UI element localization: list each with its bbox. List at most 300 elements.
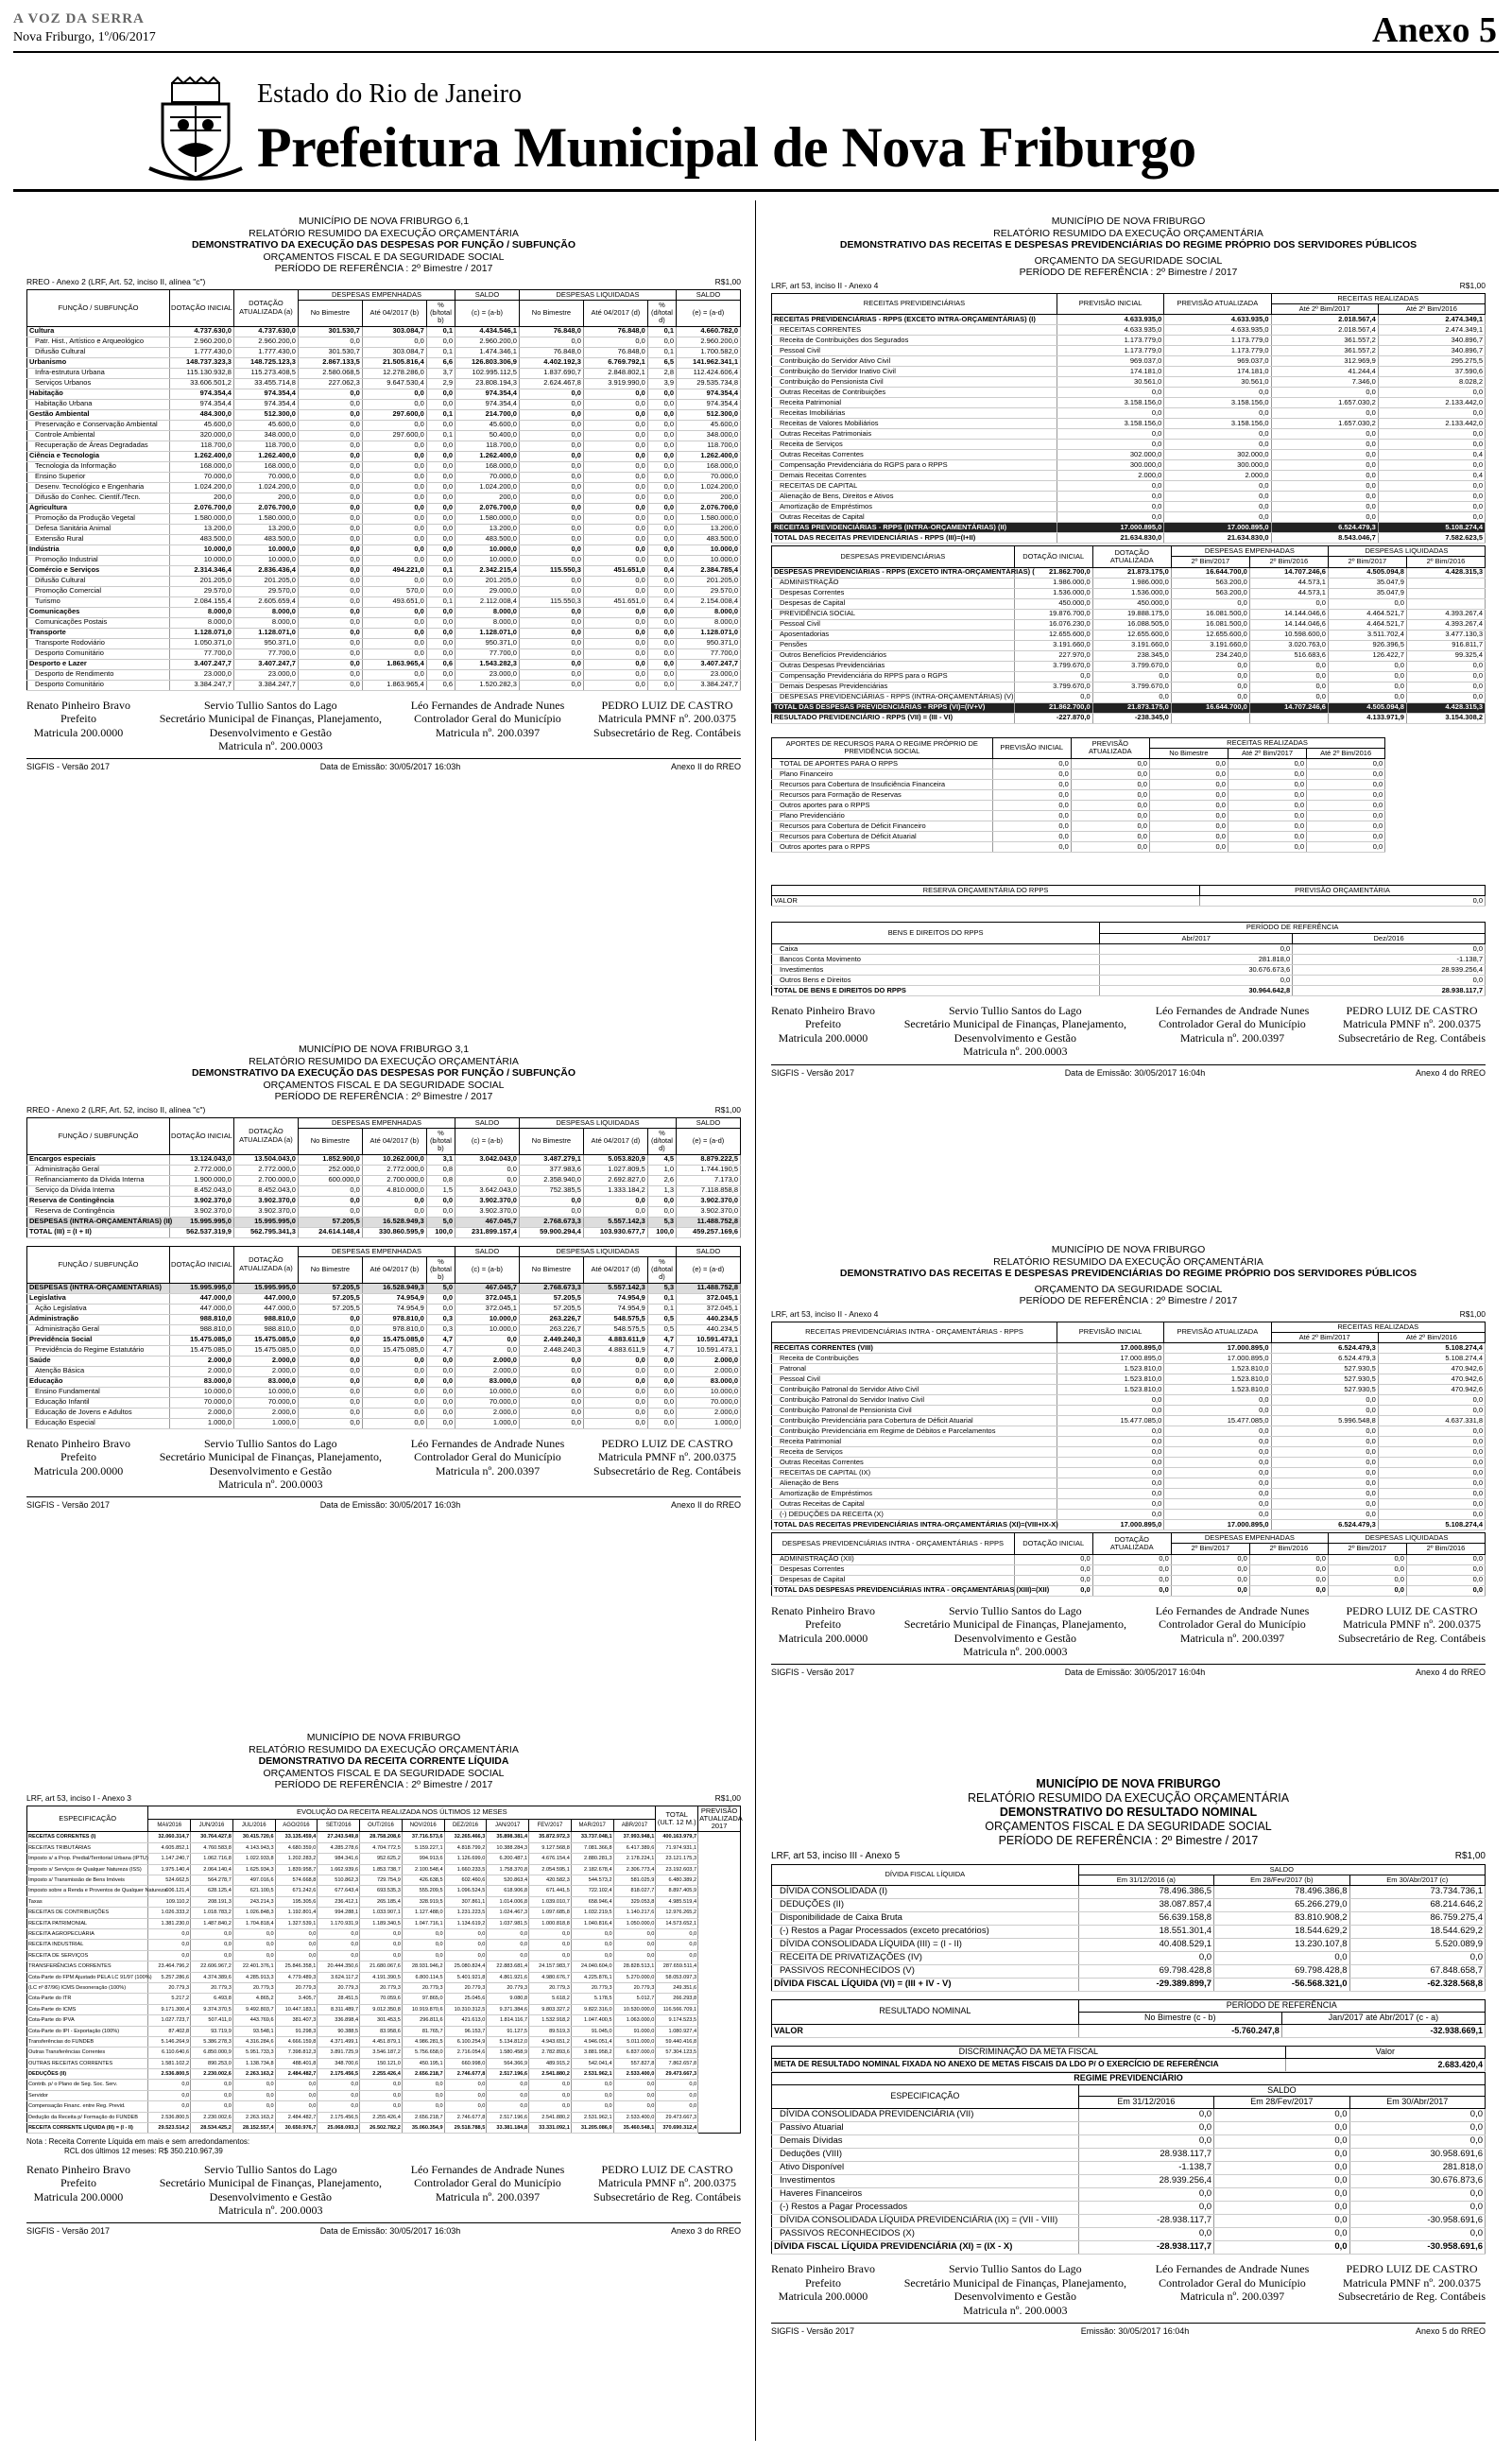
cell-value: 1.024.200,0 [677,482,741,493]
cell-value: 0,0 [647,607,676,617]
cell-value: 33.737.048,1 [571,1832,613,1842]
cell-value: 0,0 [583,576,647,586]
cell-value: 0,1 [647,1293,676,1304]
anexo-ref: Anexo 4 do RREO [1415,1668,1486,1678]
cell-value: 0,0 [426,617,455,628]
cell-value: 1.096.524,5 [444,1886,487,1896]
cell-value: 29.570,0 [170,586,234,596]
cell-value: 0,0 [1328,1564,1406,1575]
cell-value: 0,3 [426,1314,455,1324]
cell-value: 4.316.284,6 [232,2036,275,2047]
cell-value: 0,0 [1057,481,1164,492]
cell-value: 4.704.772,5 [360,1842,403,1853]
cell-value: 0,0 [362,1206,426,1217]
cell-value: 40.408.529,1 [1078,1939,1213,1952]
cell-value: 6.524.479,3 [1271,523,1378,533]
cell-value: 10.000,0 [677,544,741,555]
row-label: Previdência do Regime Estatutário [27,1345,170,1356]
cell-value: 0,0 [426,648,455,659]
row-label: Pessoal Civil [772,346,1057,356]
orcamentos: ORÇAMENTOS FISCAL E DA SEGURIDADE SOCIAL [263,1079,505,1091]
cell-value: 0,0 [583,513,647,524]
cell-value: 1.173.779,0 [1057,336,1164,346]
cell-value: 0,0 [444,2090,487,2100]
cell-value: 0,1 [426,565,455,576]
month-header: OUT/2016 [360,1819,403,1832]
cell-value: 0,0 [571,2080,613,2090]
cell-value: 0,0 [1057,512,1164,523]
cell-value: 0,0 [613,1929,656,1940]
cell-value: 5,3 [647,1217,676,1227]
col-previsao: PREVISÃO ORÇAMENTÁRIA [1200,886,1486,896]
cell-value: 9.127.568,8 [529,1842,572,1853]
row-label: Contribuição do Pensionista Civil [772,377,1057,388]
cell-value: 91.127,5 [487,2026,529,2036]
cell-value: 16.081.500,0 [1171,609,1249,619]
cell-value: 25.080.824,4 [444,1961,487,1972]
signature-role2: Desenvolvimento e Gestão [954,2290,1076,2304]
col-ea: (e) = (a-d) [677,1256,741,1283]
cell-value: 70.000,0 [455,472,520,482]
cell-value: 0,0 [519,1376,583,1387]
cell-value: -29.389.899,7 [1078,1979,1213,1992]
signature-block [26,699,130,753]
cell-value: 4.393.267,4 [1406,609,1485,619]
cell-value: 0,0 [571,1940,613,1950]
cell-value: 0,0 [298,669,362,680]
cell-value: -62.328.568,8 [1349,1979,1485,1992]
signature-name: Renato Pinheiro Bravo [26,1436,130,1450]
cell-value: 0,0 [298,472,362,482]
col-ca: (c) = (a-b) [455,1128,520,1154]
cell-value: 2.076.700,0 [677,503,741,513]
row-label: Cota-Parte do FPM Ajustado PELA LC 91/97 (100%) [27,1972,148,1982]
cell-value: 30.958.691,6 [1349,2149,1485,2162]
cell-value: 4.666.159,8 [275,2036,318,2047]
cell-value: 1.657.030,2 [1271,398,1378,408]
signature-block [411,699,565,753]
row-label: Despesas de Capital [772,598,1015,609]
cell-value: 0,0 [318,2090,360,2100]
table-row [27,2123,741,2134]
col-b: Em 28/Fev/2017 (b) [1214,1875,1349,1885]
row-label: Outras Transferências Correntes [27,2048,148,2058]
col-realizadas: RECEITAS REALIZADAS [1271,293,1486,303]
cell-value: 0,0 [1228,801,1306,811]
signature-role2: Desenvolvimento e Gestão [209,2189,332,2203]
cell-value: 9.080,8 [487,1994,529,2004]
cell-value: 21.505.816,4 [362,357,426,368]
row-label: RECEITAS DE CAPITAL (IX) [772,1468,1057,1478]
cell-value: 3.384.247,7 [677,680,741,690]
row-label: TOTAL DAS RECEITAS PREVIDENCIÁRIAS - RPPS (III)=(I+II) [772,533,1057,544]
cell-value: 950.371,0 [677,638,741,648]
table-row [27,1832,741,1842]
cell-value: 0,0 [1164,1499,1271,1510]
cell-value: 99.325,4 [1406,650,1485,661]
section-header [771,216,1486,279]
table-row [27,337,741,347]
cell-value: 0,0 [232,1940,275,1950]
cell-value: 57.205,5 [298,1304,362,1314]
cell-value: 6.800.114,5 [402,1972,444,1982]
cell-value: 249.351,6 [656,1982,698,1993]
cell-value: 0,0 [1378,502,1485,512]
cell-value: 1.581.102,2 [148,2058,191,2068]
cell-value: 0,0 [1406,661,1485,671]
cell-value: 12.655.600,0 [1092,630,1171,640]
cell-value: 0,0 [362,337,426,347]
cell-value: 0,0 [583,1206,647,1217]
cell-value: 77.700,0 [233,648,298,659]
orcamento-seguridade: ORÇAMENTO DA SEGURIDADE SOCIAL [1034,1283,1223,1295]
cell-value: 8.000,0 [170,607,234,617]
annex-label: Anexo 5 [1372,10,1497,50]
cell-value: 4.451.879,1 [360,2036,403,2047]
table-row [27,1929,741,1940]
meta-valor: 2.683.420,4 [1285,2058,1485,2071]
cell-value: 0,0 [647,472,676,482]
cell-value: 0,0 [1164,440,1271,450]
cell-value: 0,0 [583,1196,647,1206]
row-label: Transporte Rodoviário [27,638,170,648]
signature-mat: Subsecretário de Reg. Contábeis [1338,1030,1486,1045]
cell-value: 1.128.071,0 [677,628,741,638]
row-label: Passivo Atuarial [772,2122,1079,2135]
row-label: Gestão Ambiental [27,409,170,420]
signature-name: Léo Fernandes de Andrade Nunes [410,1436,565,1450]
cell-value: 1.014.006,8 [487,1896,529,1907]
resultado-nominal-table [771,1999,1486,2038]
cell-value: 0,0 [362,576,426,586]
cell-value: 0,0 [519,493,583,503]
signature-role: Prefeito [804,1617,841,1632]
relatorio: RELATÓRIO RESUMIDO DA EXECUÇÃO ORÇAMENTÁRIA [249,1743,519,1755]
cell-value: 4.374.389,6 [191,1972,233,1982]
cell-value: 10.000,0 [455,555,520,565]
cell-value: 0,0 [362,493,426,503]
cell-value: 200,0 [170,493,234,503]
cell-value: 483.500,0 [170,534,234,544]
col-ate: Até 04/2017 (b) [362,1256,426,1283]
cell-value: 890.253,0 [191,2058,233,2068]
cell-value: 83.000,0 [233,1376,298,1387]
cell-value: 21.634.830,0 [1164,533,1271,544]
cell-value: 0,0 [426,544,455,555]
cell-value: 0,0 [529,2090,572,2100]
row-label: Outras Receitas de Capital [772,1499,1057,1510]
cell-value: 35.047,9 [1328,578,1406,588]
cell-value: 507.411,0 [191,2015,233,2026]
cell-value: 4.464.521,7 [1328,619,1406,630]
col-dot-atu: DOTAÇÃO ATUALIZADA (a) [233,1117,298,1154]
table-row [772,1952,1486,1965]
col-especificacao: ESPECIFICAÇÃO [772,2084,1079,2109]
signature-name: PEDRO LUIZ DE CASTRO [601,2162,733,2176]
cell-value: 1.097.685,8 [529,1908,572,1918]
cell-value: 0,0 [298,1356,362,1366]
section-receita-corrente-liquida [26,1732,741,2443]
cell-value: 0,0 [298,680,362,690]
row-label: Compensação Previdenciária do RGPS para o RPPS [772,460,1057,471]
cell-value: 0,0 [1406,1554,1485,1564]
row-label: Administração Geral [27,1165,170,1175]
despesas-intra-table [26,1246,741,1429]
signature-block [771,2262,875,2317]
cell-value: 916.811,7 [1406,640,1485,650]
cell-value: 0,0 [1014,1575,1092,1585]
cell-value: 17.000.895,0 [1164,1520,1271,1530]
cell-value: 0,0 [1014,1554,1092,1564]
cell-value: 671.441,5 [529,1886,572,1896]
cell-value: 0,0 [1100,943,1293,954]
col-despesas: DESPESAS PREVIDENCIÁRIAS INTRA - ORÇAMENTÁRIAS - RPPS [772,1533,1015,1555]
cell-value: 2.230.002,6 [191,2069,233,2080]
table-row [27,1908,741,1918]
cell-value: 4.133.971,9 [1328,713,1406,723]
cell-value: 0,0 [1307,801,1385,811]
cell-value: 2.358.940,0 [519,1175,583,1185]
signature-block [1338,2262,1486,2317]
row-label: Investimentos [772,964,1100,975]
cell-value: 3.902.370,0 [677,1206,741,1217]
cell-value: 0,0 [1071,842,1149,853]
cell-value: 3.799.670,0 [1014,661,1092,671]
cell-value: 0,0 [1164,1426,1271,1437]
signature-mat: Matricula 200.0000 [33,1463,124,1478]
col-previsao: PREVISÃO ATUALIZADA 2017 [699,1806,743,1831]
cell-value: 974.354,4 [455,399,520,409]
cell-value: 5.159.227,1 [402,1842,444,1853]
row-label: Saúde [27,1356,170,1366]
cell-value: 2.000,0 [677,1408,741,1418]
cell-value: 0,0 [148,2080,191,2090]
cell-value: 0,0 [426,576,455,586]
cell-value: 2.536.800,5 [148,2069,191,2080]
row-label: Outros aportes para o RPPS [772,842,993,853]
cell-value: 2.768.673,3 [519,1217,583,1227]
col-dot-atu: DOTAÇÃO ATUALIZADA (a) [233,1246,298,1283]
cell-value: 2.692.827,0 [583,1175,647,1185]
cell-value: 0,0 [1307,842,1385,853]
cell-value: 2.133.442,0 [1378,398,1485,408]
cell-value: 0,0 [298,493,362,503]
emissao: Data de Emissão: 30/05/2017 16:03h [319,2226,461,2237]
cell-value: 2.084.155,4 [170,596,234,607]
cell-value: 978.810,0 [362,1314,426,1324]
signature-block [26,2163,130,2218]
cell-value: 29.570,0 [233,586,298,596]
cell-value: 0,0 [1214,2175,1349,2188]
table-row [772,1554,1486,1564]
reserva-table [771,885,1486,907]
cell-value: 5.557.142,3 [583,1217,647,1227]
cell-value: 483.500,0 [233,534,298,544]
row-label: DESPESAS PREVIDENCIÁRIAS - RPPS (EXCETO INTRA-ORÇAMENTÁRIAS) ( [772,567,1015,578]
cell-value: 5.108.274,4 [1378,1343,1485,1354]
table-row [772,1965,1486,1979]
cell-value: 4,7 [647,1345,676,1356]
month-header: AGO/2016 [275,1819,318,1832]
cell-value: 443.769,6 [232,2015,275,2026]
cell-value: 59.900.294,4 [519,1227,583,1237]
cell-value: 0,0 [360,2080,403,2090]
cell-value: 8.311.489,7 [318,2004,360,2014]
table-row [27,1387,741,1397]
row-label: Recursos para Cobertura de Déficit Atuarial [772,832,993,842]
cell-value: 20.779,3 [444,1982,487,1993]
row-label: Imposto s/ a Prop. Predial/Territorial Urbana (IPTU) [27,1854,148,1864]
cell-value: 0,0 [426,1196,455,1206]
anexo-ref: Anexo 3 do RREO [670,2226,741,2237]
cell-value: 68.214.646,2 [1349,1899,1485,1912]
cell-value: 0,0 [1271,429,1378,440]
row-label: Disponibilidade de Caixa Bruta [772,1912,1079,1926]
cell-value [1249,713,1328,723]
cell-value: 0,0 [1171,598,1249,609]
row-label: DEDUÇÕES (II) [27,2069,148,2080]
cell-value: 5.401.921,8 [444,1972,487,1982]
table-row [772,512,1486,523]
cell-value: 301.453,5 [360,2015,403,2026]
municipio: MUNICÍPIO DE NOVA FRIBURGO [298,216,453,227]
cell-value: 527.930,5 [1271,1385,1378,1395]
row-label: Servidor [27,2090,148,2100]
cell-value: 71.974.931,1 [656,1842,698,1853]
cell-value: 0,0 [529,1929,572,1940]
cell-value: 3.487.279,1 [519,1154,583,1165]
cell-value: 5.756.658,0 [402,2048,444,2058]
cell-value: 974.354,4 [170,389,234,399]
cell-value: 7.346,0 [1271,377,1378,388]
row-label: Refinanciamento da Dívida Interna [27,1175,170,1185]
cell-value: 0,0 [583,389,647,399]
cell-value: 0,0 [992,811,1071,821]
cell-value: 10.591.473,1 [677,1345,741,1356]
cell-value: 4.505.094,8 [1328,567,1406,578]
cell-value: 24.040.604,0 [571,1961,613,1972]
cell-value: 0,0 [529,1950,572,1961]
row-label: Cota-Parte do IPVA [27,2015,148,2026]
cell-value: 2.960.200,0 [677,337,741,347]
row-label: Imposto s/ Serviços de Qualquer Natureza (ISS) [27,1864,148,1875]
table-row [27,389,741,399]
cell-value: 8.543.046,7 [1271,533,1378,544]
signature-mat: Matricula nº. 200.0397 [435,725,541,739]
row-label: Receitas de Valores Mobiliários [772,419,1057,429]
cell-value: 0,0 [1249,661,1328,671]
cell-value: 17.000.895,0 [1057,1343,1164,1354]
cell-value: 14.707.246,6 [1249,567,1328,578]
signature-block [160,2163,382,2218]
cell-value: 0,6 [426,680,455,690]
cell-value: 6.200.487,1 [487,1854,529,1864]
emissao: Data de Emissão: 30/05/2017 16:03h [319,1500,461,1511]
cell-value: 0,0 [1349,2135,1485,2149]
cell-value: 0,0 [275,2101,318,2112]
cell-value: 494.221,0 [362,565,426,576]
row-label: Ciência e Tecnologia [27,451,170,461]
table-row [27,555,741,565]
cell-value: 447.000,0 [233,1304,298,1314]
table-row [772,609,1486,619]
cell-value: 0,0 [583,617,647,628]
cell-value: 3.384.247,7 [233,680,298,690]
cell-value: 30.650.976,7 [275,2123,318,2134]
meta-label: META DE RESULTADO NOMINAL FIXADA NO ANEXO DE METAS FISCAIS DA LDO P/ O EXERCÍCIO DE REFERÊNCIA [772,2058,1286,2071]
cell-value: 0,0 [1057,388,1164,398]
section-rpps-intra [771,1244,1486,1754]
row-label: Tecnologia da Informação [27,461,170,472]
cell-value: 50.400,0 [455,430,520,441]
cell-value: 0,0 [519,1418,583,1428]
cell-value: 4.285.278,6 [318,1842,360,1853]
cell-value: 35.872.972,3 [529,1832,572,1842]
table-row [27,1918,741,1928]
cell-value: 0,0 [298,409,362,420]
col-empenhadas: DESPESAS EMPENHADAS [1171,546,1328,557]
col-prev-ini: PREVISÃO INICIAL [1057,1322,1164,1343]
row-label: Plano Previdenciário [772,811,993,821]
row-label: DÍVIDA FISCAL LÍQUIDA PREVIDENCIÁRIA (XI) = (IX - X) [772,2241,1079,2255]
cell-value: 0,0 [298,596,362,607]
cell-value: 5,3 [647,1283,676,1293]
cell-value: 483.500,0 [455,534,520,544]
cell-value: 2.112.008,4 [455,596,520,607]
row-label: Desporto Comunitário [27,648,170,659]
cell-value: 20.779,3 [318,1982,360,1993]
cell-value: 0,0 [298,461,362,472]
cell-value: 252.000,0 [298,1165,362,1175]
signature-block [160,1437,382,1492]
cell-value: 1.704.818,4 [232,1918,275,1928]
row-label: Ativo Disponível [772,2162,1079,2175]
cell-value: 0,0 [426,1366,455,1376]
cell-value: 4.633.935,0 [1057,325,1164,336]
cell-value: 336.898,4 [318,2015,360,2026]
note-line-1: Nota : Receita Corrente Líquida em mais e sem arredondamentos: [26,2137,250,2147]
col-funcao: FUNÇÃO / SUBFUNÇÃO [27,1117,170,1154]
cell-value: 2.533.400,0 [613,2069,656,2080]
cell-value: 2.182.678,4 [571,1864,613,1875]
cell-value: 2.064.140,4 [191,1864,233,1875]
col-prev-atu: PREVISÃO ATUALIZADA [1164,293,1271,315]
cell-value: 0,0 [362,617,426,628]
cell-value: 0,0 [298,648,362,659]
cell-value: 0,0 [402,1950,444,1961]
row-label: Haveres Financeiros [772,2188,1079,2202]
cell-value: 1.033.907,1 [360,1908,403,1918]
cell-value: 109.110,2 [148,1896,191,1907]
cell-value: 0,0 [647,420,676,430]
cell-value: 2.484.482,7 [275,2112,318,2122]
cell-value: 0,0 [275,1929,318,1940]
cell-value: 30.415.720,6 [232,1832,275,1842]
cell-value: 470.942,6 [1378,1385,1485,1395]
col-bens: BENS E DIREITOS DO RPPS [772,923,1100,944]
cell-value: 0,0 [519,472,583,482]
signature-mat: Subsecretário de Reg. Contábeis [593,725,741,739]
cell-value: 1.853.738,7 [360,1864,403,1875]
col-bim-2017-liq: 2º Bim/2017 [1328,1544,1406,1554]
cell-value: 0,0 [444,1929,487,1940]
signature-name: PEDRO LUIZ DE CASTRO [601,1436,733,1450]
col-ea: (e) = (a-d) [677,1128,741,1154]
cell-value: 12.976.265,2 [656,1908,698,1918]
cell-value: 0,0 [656,2090,698,2100]
cell-value: 0,0 [444,1940,487,1950]
cell-value: 0,0 [298,503,362,513]
